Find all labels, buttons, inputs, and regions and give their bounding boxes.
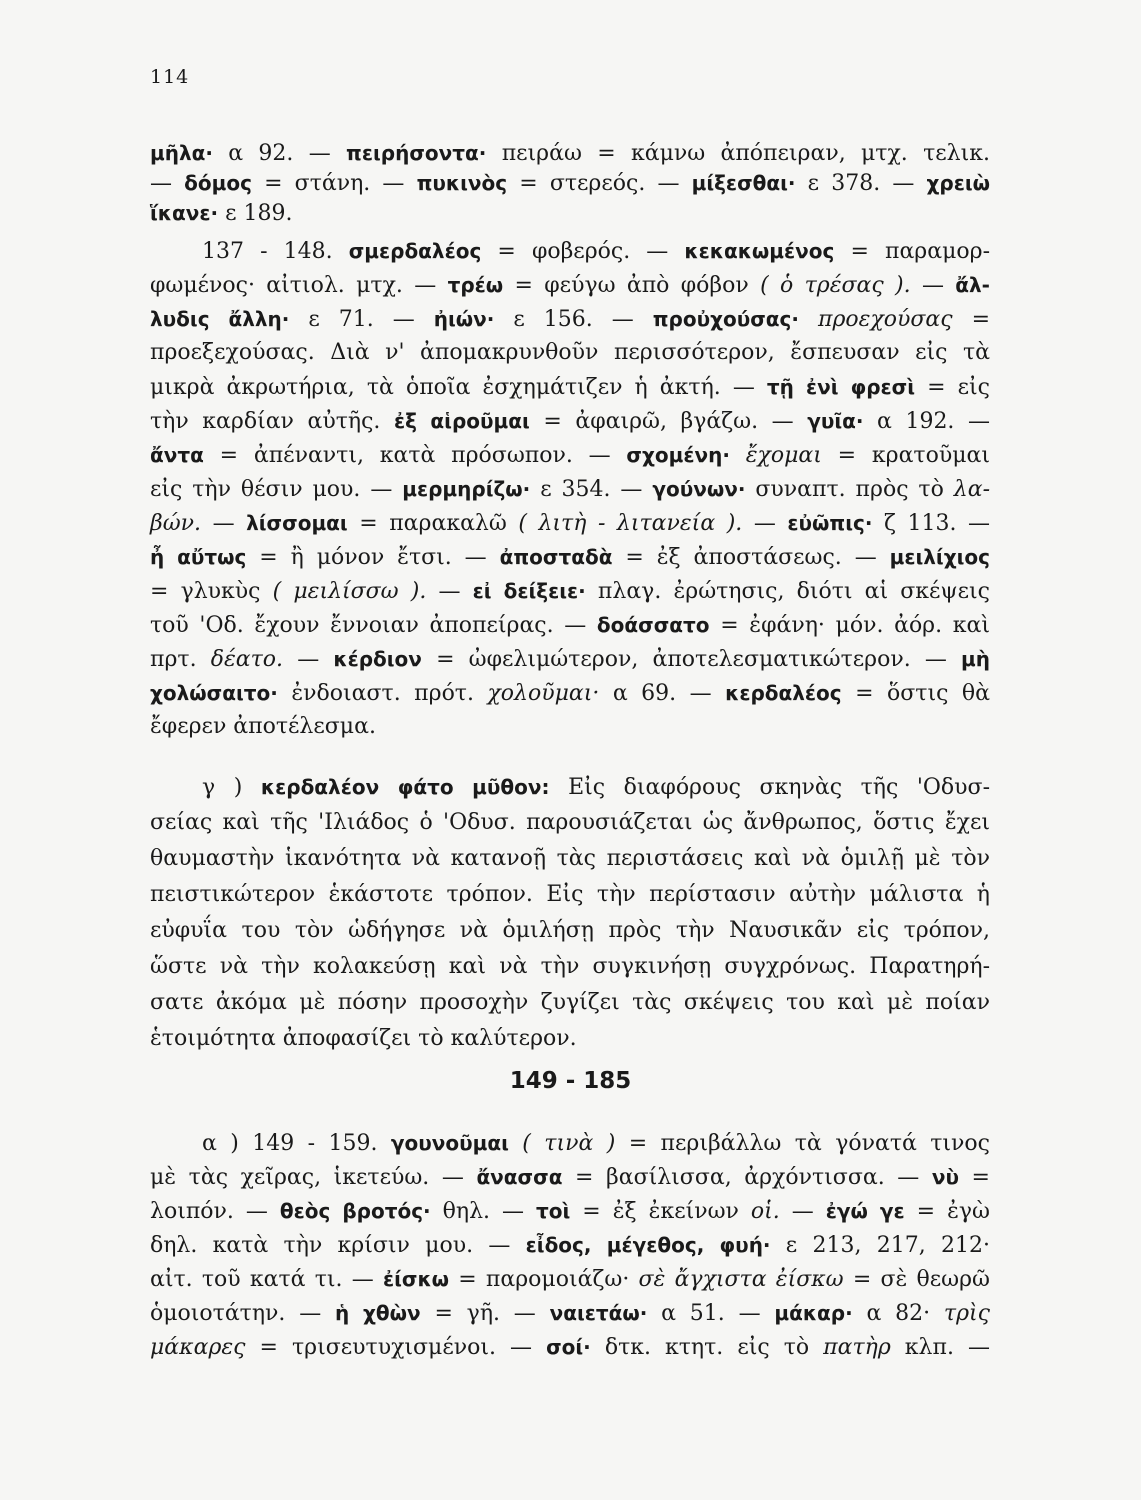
- page-number: 114: [150, 66, 190, 88]
- text-line: ἦ αὔτως = ἢ μόνον ἔτσι. — ἀποσταδὰ = ἐξ ἀποστάσεως. — μειλίχιος: [150, 545, 990, 570]
- text-line: αἰτ. τοῦ κατά τι. — ἐίσκω = παρομοιάζω· σὲ ἄγχιστα ἐίσκω = σὲ θεωρῶ: [150, 1267, 990, 1292]
- text-line: λυδις ἄλλη· ε 71. — ἠιών· ε 156. — προὐχούσας· προεχούσας =: [150, 307, 991, 332]
- text-line: πρτ. δέατο. — κέρδιον = ὠφελιμώτερον, ἀποτελεσματικώτερον. — μὴ: [150, 647, 990, 672]
- lemma: μῆλα·: [150, 141, 213, 165]
- text-line: εἰς τὴν θέσιν μου. — μερμηρίζω· ε 354. — γούνων· συναπτ. πρὸς τὸ λα-: [150, 477, 991, 502]
- text-line: πειστικώτερον ἑκάστοτε τρόπον. Εἰς τὴν περίστασιν αὐτὴν μάλιστα ἡ: [150, 882, 990, 907]
- text-line: προεξεχούσας. Διὰ ν' ἀπομακρυνθοῦν περισσότερον, ἔσπευσαν εἰς τὰ: [150, 340, 990, 365]
- section-heading: 149 - 185: [509, 1068, 632, 1094]
- text-line: μὲ τὰς χεῖρας, ἱκετεύω. — ἄνασσα = βασίλισσα, ἀρχόντισσα. — νὺ =: [150, 1165, 990, 1190]
- text-line: φωμένος· αἰτιολ. μτχ. — τρέω = φεύγω ἀπὸ φόβον ( ὁ τρέσας ). — ἄλ-: [150, 273, 990, 298]
- text-line: ἄντα = ἀπέναντι, κατὰ πρόσωπον. — σχομένη· ἔχομαι = κρατοῦμαι: [150, 443, 990, 468]
- text-line: σατε ἀκόμα μὲ πόσην προσοχὴν ζυγίζει τὰς σκέψεις του καὶ μὲ ποίαν: [150, 990, 990, 1015]
- text-line: = γλυκὺς ( μειλίσσω ). — εἰ δείξειε· πλαγ. ἐρώτησις, διότι αἱ σκέψεις: [150, 579, 990, 604]
- text-line: λοιπόν. — θεὸς βροτός· θηλ. — τοὶ = ἐξ ἐκείνων οἱ. — ἐγώ γε = ἐγὼ: [150, 1199, 990, 1224]
- text-line: ἑτοιμότητα ἀποφασίζει τὸ καλύτερον.: [150, 1026, 577, 1051]
- text-line: εὐφυΐα του τὸν ὡδήγησε νὰ ὁμιλήσῃ πρὸς τὴν Ναυσικᾶν εἰς τρόπον,: [150, 918, 990, 943]
- text-line: ἔφερεν ἀποτέλεσμα.: [150, 714, 376, 739]
- text-line: θαυμαστὴν ἱκανότητα νὰ κατανοῇ τὰς περιστάσεις καὶ νὰ ὁμιλῇ μὲ τὸν: [150, 846, 990, 871]
- text-line: χολώσαιτο· ἐνδοιαστ. πρότ. χολοῦμαι· α 69. — κερδαλέος = ὅστις θὰ: [150, 681, 990, 706]
- text-line: σείας καὶ τῆς 'Ιλιάδος ὁ 'Οδυσ. παρουσιάζεται ὡς ἄνθρωπος, ὅστις ἔχει: [150, 810, 990, 835]
- text-line: μικρὰ ἀκρωτήρια, τὰ ὁποῖα ἐσχημάτιζεν ἡ ἀκτή. — τῇ ἐνὶ φρεσὶ = εἰς: [150, 375, 990, 400]
- text-line: ὁμοιοτάτην. — ἡ χθὼν = γῆ. — ναιετάω· α 51. — μάκαρ· α 82· τρὶς: [150, 1301, 990, 1326]
- text-line: βών. — λίσσομαι = παρακαλῶ ( λιτὴ - λιτανεία ). — εὐῶπις· ζ 113. —: [150, 511, 990, 536]
- text-line: ἵκανε· ε 189.: [150, 201, 293, 226]
- text-line: μάκαρες = τρισευτυχισμένοι. — σοί· δτκ. κτητ. εἰς τὸ πατὴρ κλπ. —: [150, 1335, 990, 1360]
- text-line: δηλ. κατὰ τὴν κρίσιν μου. — εἶδος, μέγεθος, φυή· ε 213, 217, 212·: [150, 1233, 991, 1258]
- text-line: ὥστε νὰ τὴν κολακεύσῃ καὶ νὰ τὴν συγκινήσῃ συγχρόνως. Παρατηρή-: [150, 954, 990, 979]
- text-line: τὴν καρδίαν αὐτῆς. ἐξ αἱροῦμαι = ἀφαιρῶ, βγάζω. — γυῖα· α 192. —: [150, 409, 990, 434]
- text-line: τοῦ 'Οδ. ἔχουν ἔννοιαν ἀποπείρας. — δοάσσατο = ἐφάνη· μόν. ἀόρ. καὶ: [150, 613, 990, 638]
- text-line: 137 - 148. σμερδαλέος = φοβερός. — κεκακωμένος = παραμορ-: [202, 239, 991, 264]
- text-line: μῆλα· α 92. — πειρήσοντα· πειράω = κάμνω ἀπόπειραν, μτχ. τελικ.: [150, 141, 990, 166]
- text-line: — δόμος = στάνη. — πυκινὸς = στερεός. — μίξεσθαι· ε 378. — χρειὼ: [150, 171, 991, 196]
- text-line: γ ) κερδαλέον φάτο μῦθον: Εἰς διαφόρους σκηνὰς τῆς 'Οδυσ-: [202, 775, 991, 800]
- text-line: α ) 149 - 159. γουνοῦμαι ( τινὰ ) = περιβάλλω τὰ γόνατά τινος: [202, 1131, 990, 1156]
